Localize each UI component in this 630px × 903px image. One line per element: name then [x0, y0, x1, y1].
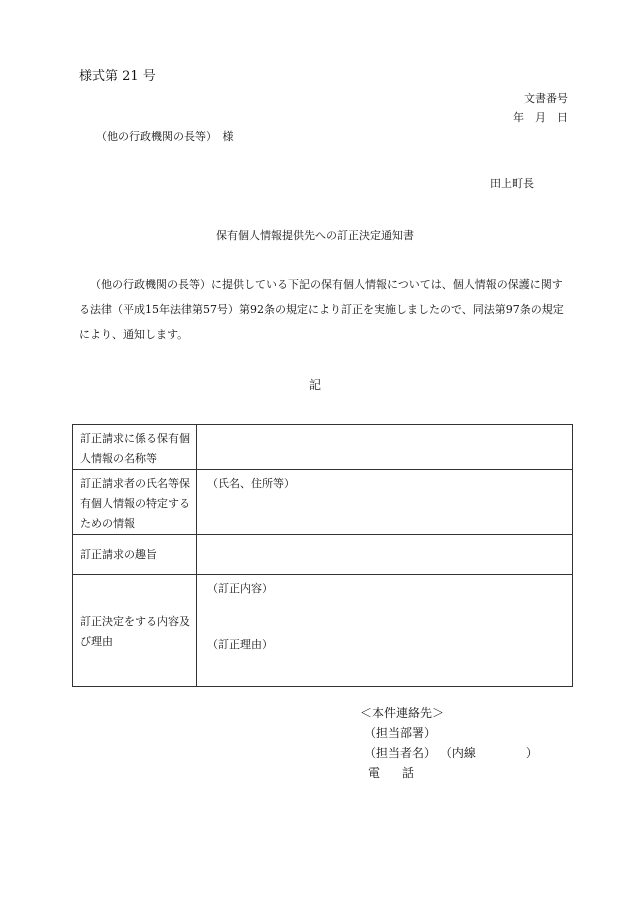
row-value: （氏名、住所等） [197, 470, 573, 535]
contact-extension-open: （内線 [439, 746, 476, 760]
addressee: （他の行政機関の長等） 様 [96, 130, 234, 143]
contact-block [360, 703, 538, 783]
contact-phone [360, 763, 538, 783]
row-value [197, 425, 573, 470]
table-row [73, 470, 573, 535]
row-value [197, 575, 573, 687]
sender: 田上町長 [490, 177, 534, 190]
row-value [197, 535, 573, 575]
document-title: 保有個人情報提供先への訂正決定通知書 [216, 229, 414, 242]
contact-person-line [360, 743, 538, 763]
table-row [73, 575, 573, 687]
document-number: 文書番号 [524, 92, 568, 105]
phone-char-2: 話 [402, 766, 415, 780]
contact-department: （担当部署） [364, 726, 437, 740]
table-row [73, 425, 573, 470]
contact-extension-close: ） [525, 746, 538, 760]
phone-char-1: 電 [368, 766, 381, 780]
table-row [73, 535, 573, 575]
correction-reason-label: （訂正理由） [207, 638, 273, 651]
contact-person: （担当者名） [364, 746, 437, 760]
row-label: 訂正請求者の氏名等保有個人情報の特定するための情報 [73, 470, 197, 535]
row-label: 訂正請求の趣旨 [73, 535, 197, 575]
body-paragraph: （他の行政機関の長等）に提供している下記の保有個人情報については、個人情報の保護に関する法律（平成15年法律第57号）第92条の規定により訂正を実施しましたので、同法第97条の規定により、通知します。 [79, 278, 564, 341]
correction-content-label: （訂正内容） [207, 582, 273, 595]
contact-heading: ＜本件連絡先＞ [360, 706, 445, 720]
ki-heading: 記 [308, 378, 321, 392]
info-table [72, 424, 573, 687]
date-line: 年 月 日 [513, 111, 568, 124]
row-label: 訂正請求に係る保有個人情報の名称等 [73, 425, 197, 470]
row-label: 訂正決定をする内容及び理由 [73, 575, 197, 687]
form-number: 様式第 21 号 [79, 69, 156, 84]
